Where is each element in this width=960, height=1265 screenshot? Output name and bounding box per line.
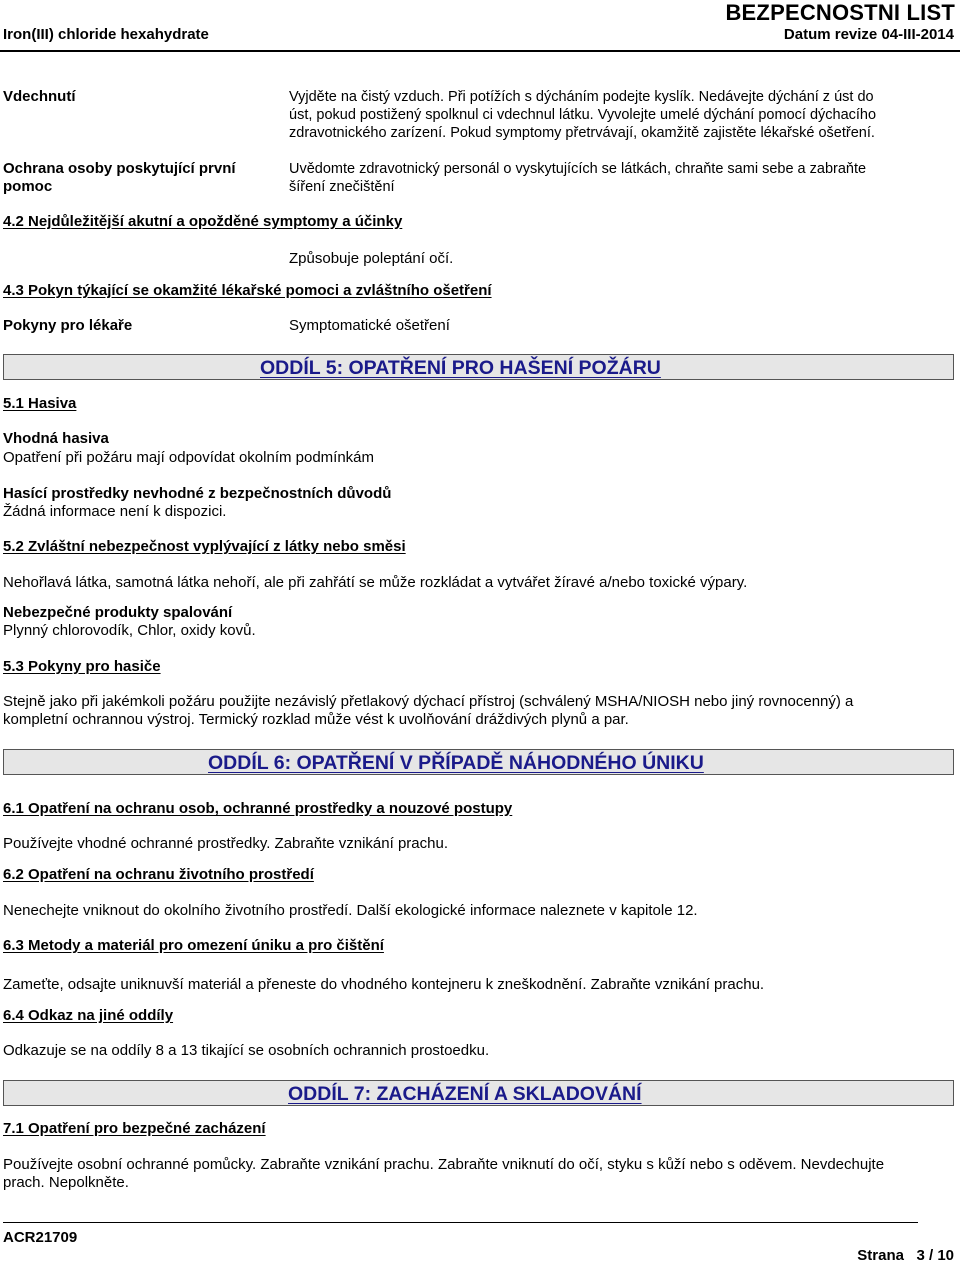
suitable-extinguishers-label: Vhodná hasiva	[3, 430, 109, 447]
heading-6-2: 6.2 Opatření na ochranu životního prostředí	[3, 866, 314, 883]
heading-5-3: 5.3 Pokyny pro hasiče	[3, 658, 161, 675]
suitable-extinguishers-text: Opatření při požáru mají odpovídat okolním podmínkám	[3, 449, 375, 466]
inhalation-label: Vdechnutí	[3, 88, 76, 105]
section-5-title: ODDÍL 5: OPATŘENÍ PRO HAŠENÍ POŽÁRU	[260, 357, 661, 379]
s6-4-text: Odkazuje se na oddíly 8 a 13 tikající se osobních ochrannich prostoedku.	[3, 1042, 490, 1059]
header-rule	[0, 50, 960, 52]
s4-2-text: Způsobuje poleptání očí.	[289, 250, 454, 267]
heading-4-3: 4.3 Pokyn týkající se okamžité lékařské pomoci a zvláštního ošetření	[3, 282, 492, 299]
heading-7-1: 7.1 Opatření pro bezpečné zacházení	[3, 1120, 266, 1137]
combustion-products-label: Nebezpečné produkty spalování	[3, 604, 233, 621]
s6-3-text: Zameťte, odsajte uniknuvší materiál a přeneste do vhodného kontejneru k zneškodnění. Zabraňte vznikání prachu.	[3, 976, 765, 993]
s6-2-text: Nenechejte vniknout do okolního životního prostředí. Další ekologické informace naleznete v kapitole 12.	[3, 902, 698, 919]
s5-3-text: Stejně jako při jakémkoli požáru použijte nezávislý přetlakový dýchací přístroj (schválený MSHA/NIOSH nebo jiný rovnocenný) a kompletní ochrannou výstroj. Termický rozklad může vést k uvolňování dráždivých plynů a par.	[3, 693, 854, 728]
document-title: BEZPECNOSTNI LIST	[725, 0, 955, 25]
section-6-title: ODDÍL 6: OPATŘENÍ V PŘÍPADĚ NÁHODNÉHO ÚNIKU	[208, 752, 704, 774]
heading-5-1: 5.1 Hasiva	[3, 395, 77, 412]
inhalation-text: Vyjděte na čistý vzduch. Při potížích s dýcháním podejte kyslík. Nedávejte dýchání z úst do úst, pokud postižený spolknul ci vdechnul látku. Vyvolejte umelé dýchání pomocí dýchacího zdravotnického zarízení. Pokud symptomy přetrvávají, okamžitě zajistěte lékařské ošetření.	[289, 89, 877, 141]
s5-2-text: Nehořlavá látka, samotná látka nehoří, ale při zahřátí se může rozkládat a vytvářet žíravé a/nebo toxické výpary.	[3, 574, 748, 591]
heading-6-4: 6.4 Odkaz na jiné oddíly	[3, 1007, 174, 1024]
revision-date: Datum revize 04-III-2014	[783, 26, 954, 43]
doctor-instructions-text: Symptomatické ošetření	[289, 317, 450, 334]
combustion-products-text: Plynný chlorovodík, Chlor, oxidy kovů.	[3, 622, 256, 639]
heading-4-2: 4.2 Nejdůležitější akutní a opožděné symptomy a účinky	[3, 213, 403, 230]
s6-1-text: Používejte vhodné ochranné prostředky. Zabraňte vznikání prachu.	[3, 835, 448, 852]
doctor-instructions-label: Pokyny pro lékaře	[3, 317, 133, 334]
protection-text: Uvědomte zdravotnický personál o vyskytujících se látkách, chraňte sami sebe a zabraňte šíření znečištění	[289, 161, 867, 195]
product-code: ACR21709	[3, 1229, 78, 1246]
unsuitable-extinguishers-text: Žádná informace není k dispozici.	[3, 503, 227, 520]
footer-rule	[3, 1222, 918, 1223]
protection-label: Ochrana osoby poskytující první pomoc	[3, 160, 236, 195]
heading-6-1: 6.1 Opatření na ochranu osob, ochranné prostředky a nouzové postupy	[3, 800, 513, 817]
page-number: Strana 3 / 10	[857, 1247, 954, 1264]
unsuitable-extinguishers-label: Hasící prostředky nevhodné z bezpečnostních důvodů	[3, 485, 392, 502]
product-name: Iron(III) chloride hexahydrate	[3, 26, 209, 43]
heading-6-3: 6.3 Metody a materiál pro omezení úniku a pro čištění	[3, 937, 384, 954]
s7-1-text: Používejte osobní ochranné pomůcky. Zabraňte vznikání prachu. Zabraňte vniknutí do očí, styku s kůží nebo s oděvem. Nevdechujte prach. Nepolkněte.	[3, 1156, 885, 1191]
heading-5-2: 5.2 Zvláštní nebezpečnost vyplývající z látky nebo směsi	[3, 538, 406, 555]
section-7-title: ODDÍL 7: ZACHÁZENÍ A SKLADOVÁNÍ	[288, 1083, 642, 1105]
